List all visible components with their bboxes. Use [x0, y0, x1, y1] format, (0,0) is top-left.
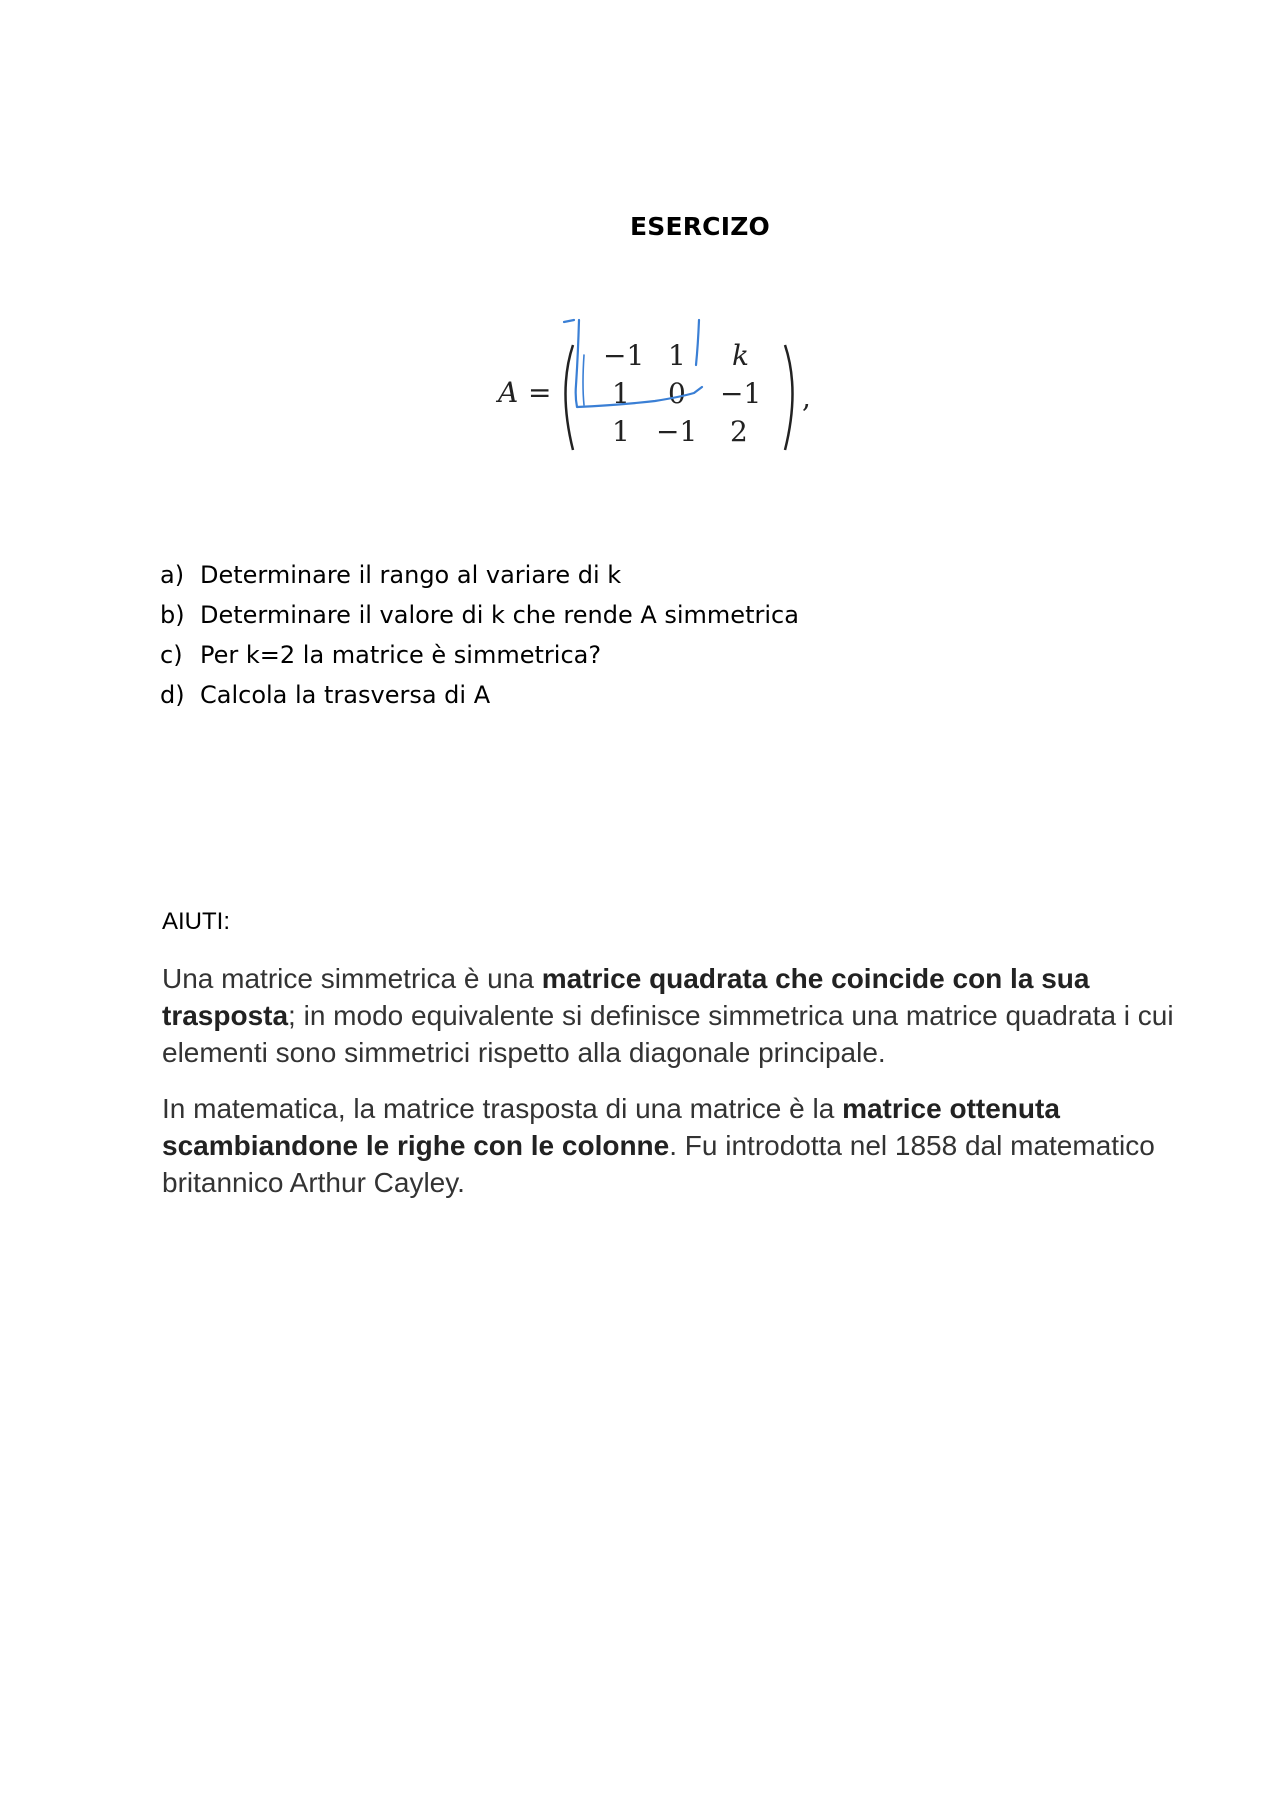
matrix-a-figure — [480, 315, 840, 465]
help-text: In matematica, la matrice trasposta di una matrice è la — [162, 1093, 843, 1124]
matrix-svg — [480, 315, 840, 465]
matrix-cell: 0 — [668, 377, 686, 410]
list-item — [160, 675, 799, 715]
matrix-cell: 1 — [612, 377, 630, 410]
help-heading: AIUTI: — [162, 908, 231, 935]
help-bold-text: matrice ottenuta scambiandone le righe con le colonne — [162, 1093, 1060, 1161]
question-text: Determinare il valore di k che rende A simmetrica — [200, 601, 799, 629]
matrix-trailing-comma: , — [802, 381, 811, 414]
list-item — [160, 595, 799, 635]
matrix-cell: −1 — [720, 377, 762, 410]
matrix-cell: −1 — [603, 339, 645, 372]
page-title: ESERCIZO — [629, 212, 771, 241]
help-text: Una matrice simmetrica è una — [162, 963, 542, 994]
question-label: c) — [160, 641, 183, 669]
right-parenthesis — [785, 345, 793, 450]
matrix-cell: 1 — [668, 339, 686, 372]
question-text: Per k=2 la matrice è simmetrica? — [200, 641, 602, 669]
matrix-cell: 1 — [612, 415, 630, 448]
question-label: d) — [160, 681, 185, 709]
help-bold-text: matrice quadrata che coincide con la sua trasposta — [162, 963, 1090, 1031]
question-text: Calcola la trasversa di A — [200, 681, 491, 709]
matrix-cell: −1 — [656, 415, 698, 448]
question-label: b) — [160, 601, 185, 629]
help-text: . Fu introdotta nel 1858 dal matematico britannico Arthur Cayley. — [162, 1130, 1155, 1198]
list-item — [160, 555, 799, 595]
help-text: ; in modo equivalente si definisce simmetrica una matrice quadrata i cui elementi sono simmetrici rispetto alla diagonale principale. — [162, 1000, 1174, 1068]
list-item — [160, 635, 799, 675]
matrix-cell: k — [732, 339, 749, 372]
matrix-cell: 2 — [730, 415, 748, 448]
question-text: Determinare il rango al variare di k — [200, 561, 622, 589]
left-parenthesis — [566, 345, 574, 450]
help-paragraph-transpose — [162, 1090, 1192, 1201]
matrix-label-a: A — [498, 376, 519, 409]
question-list — [160, 555, 799, 715]
question-label: a) — [160, 561, 185, 589]
matrix-label-equals: = — [528, 376, 552, 409]
help-paragraph-symmetric — [162, 960, 1192, 1071]
